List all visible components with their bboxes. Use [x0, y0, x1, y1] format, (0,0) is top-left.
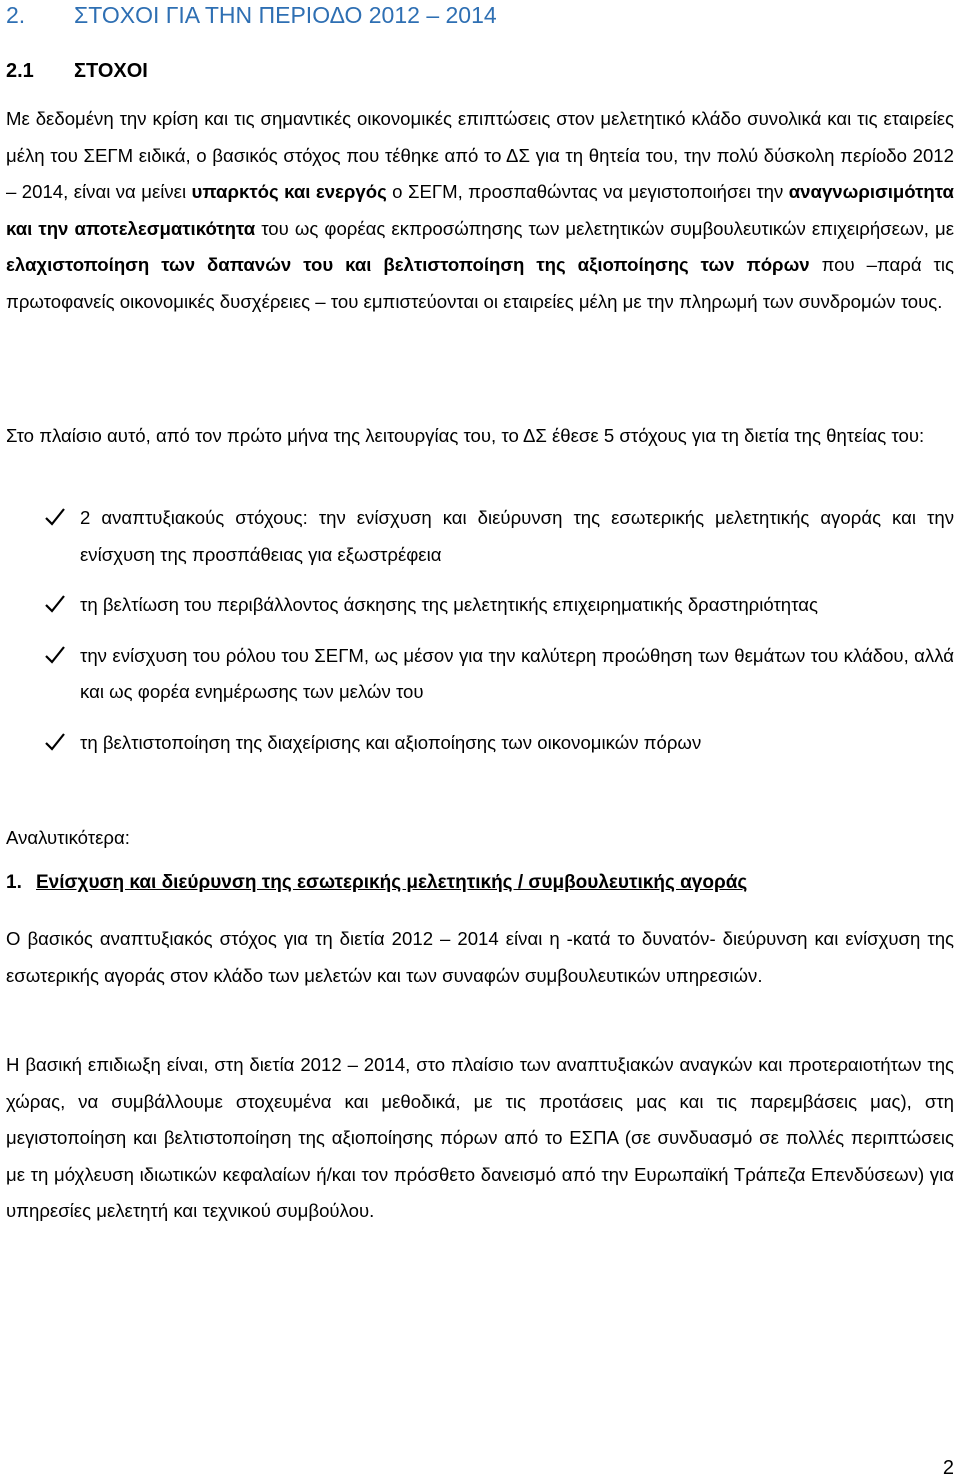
list-item [0, 587, 960, 624]
paragraph-2: Η βασική επιδιωξη είναι, στη διετία 2012 – 2014, στο πλαίσιο των αναπτυξιακών αναγκών και προτεραιοτήτων της χώρας, να συμβάλλουμε στοχευμένα και μεθοδικά, με τις προτάσεις μας και τις παρεμβάσεις μας), στη μεγιστοποίηση και βελτιστοποίηση της αξιοποίησης πόρων από το ΕΣΠΑ (σε συνδυασμό σε πολλές περιπτώσεις με τη μόχλευση ιδιωτικών κεφαλαίων ή/και τον πρόσθετο δανεισμό από την Ευρωπαϊκή Τράπεζα Επενδύσεων) για υπηρεσίες μελετητή και τεχνικού συμβούλου. [6, 1054, 954, 1222]
heading-title: ΣΤΟΧΟΙ ΓΙΑ ΤΗΝ ΠΕΡΙΟΔΟ 2012 – 2014 [74, 2, 497, 28]
intro-bold-2: αναγνωρισιμότητα και την αποτελεσματικότητα [6, 181, 954, 239]
intro-bold-1: υπαρκτός και ενεργός [191, 181, 387, 203]
section-1-title: Ενίσχυση και διεύρυνση της εσωτερικής μελετητικής / συμβουλευτικής αγοράς [36, 872, 748, 893]
goal-text: 2 αναπτυξιακούς στόχους: την ενίσχυση και διεύρυνση της εσωτερικής μελετητικής αγοράς και την ενίσχυση της προσπάθειας για εξωστρέφεια [80, 507, 954, 565]
list-item [0, 725, 960, 762]
section-1-heading [6, 872, 747, 894]
subheading-title: ΣΤΟΧΟΙ [74, 60, 148, 82]
paragraph-1: Ο βασικός αναπτυξιακός στόχος για τη διετία 2012 – 2014 είναι η -κατά το δυνατόν- διεύρυνση και ενίσχυση της εσωτερικής αγοράς στον κλάδο των μελετών και των συναφών συμβουλευτικών υπηρεσιών. [6, 928, 954, 986]
checkmark-icon [44, 506, 66, 528]
goal-text: τη βελτίωση του περιβάλλοντος άσκησης της μελετητικής επιχειρηματικής δραστηριότητας [80, 594, 818, 616]
section-1-number: 1. [6, 872, 22, 893]
goals-intro: Στο πλαίσιο αυτό, από τον πρώτο μήνα της λειτουργίας του, το ΔΣ έθεσε 5 στόχους για τη διετία της θητείας του: [6, 425, 925, 446]
intro-text-4: που –παρά τις πρωτοφανείς οικονομικές δυσχέρειες – του εμπιστεύονται οι εταιρείες μέλη με την πληρωμή των συνδρομών τους. [6, 254, 954, 312]
list-item [0, 638, 960, 711]
page-heading [6, 2, 497, 29]
intro-text-1: Με δεδομένη την κρίση και τις σημαντικές οικονομικές επιπτώσεις στον μελετητικό κλάδο συνολικά και τις εταιρείες μέλη του ΣΕΓΜ ειδικά, ο βασικός στόχος που τέθηκε από το ΔΣ για τη θητεία του, την πολύ δύσκολη περίοδο 2012 – 2014, είναι να μείνει [6, 108, 954, 203]
list-item [0, 500, 960, 573]
intro-text-3: του ως φορέας εκπροσώπησης των μελετητικών συμβουλευτικών επιχειρήσεων, με [255, 217, 954, 239]
checkmark-icon [44, 644, 66, 666]
checkmark-icon [44, 731, 66, 753]
subheading-number: 2.1 [6, 60, 34, 82]
intro-paragraph [6, 101, 954, 321]
heading-number: 2. [6, 2, 26, 28]
goal-text: την ενίσχυση του ρόλου του ΣΕΓΜ, ως μέσον για την καλύτερη προώθηση των θεμάτων του κλάδου, αλλά και ως φορέα ενημέρωσης των μελών του [80, 644, 954, 703]
checkmark-icon [44, 593, 66, 615]
goal-text: τη βελτιστοποίηση της διαχείρισης και αξιοποίησης των οικονομικών πόρων [80, 731, 702, 753]
subheading [6, 60, 148, 83]
goals-list [0, 500, 960, 762]
detailed-label: Αναλυτικότερα: [6, 827, 130, 848]
intro-text-2: ο ΣΕΓΜ, προσπαθώντας να μεγιστοποιήσει την [386, 181, 789, 203]
page-number: 2 [942, 1457, 954, 1479]
intro-bold-3: ελαχιστοποίηση των δαπανών του και βελτιστοποίηση της αξιοποίησης των πόρων [6, 254, 810, 276]
